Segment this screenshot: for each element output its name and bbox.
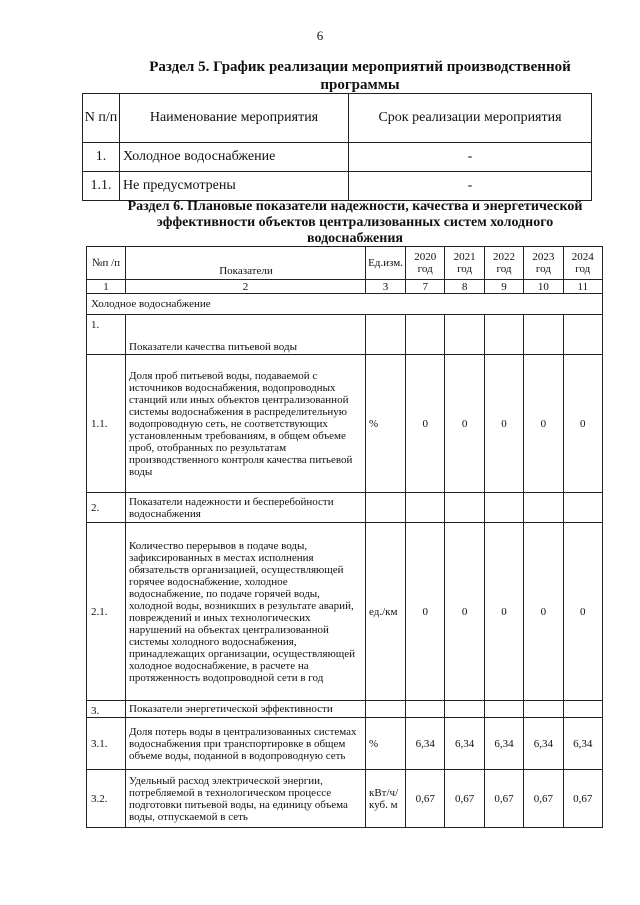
row-value: 0 xyxy=(563,355,602,493)
header-year: 2021 год xyxy=(445,247,484,280)
row-num: 3.1. xyxy=(87,718,126,770)
header-num: №п /п xyxy=(87,247,126,280)
table-row xyxy=(83,172,592,201)
row-value: 0 xyxy=(406,355,445,493)
table-row xyxy=(87,770,603,828)
row-unit xyxy=(366,493,406,523)
row-num: 1.1. xyxy=(87,355,126,493)
row-value xyxy=(563,315,602,355)
row-num: 3.2. xyxy=(87,770,126,828)
row-indicator: Показатели энергетической эффективности xyxy=(126,701,366,718)
header-num: N п/п xyxy=(83,94,120,143)
row-value xyxy=(484,701,523,718)
row-value xyxy=(445,315,484,355)
section5-table xyxy=(82,93,592,201)
table-row xyxy=(87,523,603,701)
row-value: 6,34 xyxy=(406,718,445,770)
row-value: 0 xyxy=(524,523,563,701)
col-number: 1 xyxy=(87,280,126,294)
row-value: 0 xyxy=(484,355,523,493)
header-term: Срок реализации мероприятия xyxy=(349,94,592,143)
page-number: 6 xyxy=(316,28,324,43)
table-header-row xyxy=(83,94,592,143)
table-row xyxy=(87,701,603,718)
col-number: 3 xyxy=(366,280,406,294)
row-unit: % xyxy=(366,355,406,493)
row-value xyxy=(406,701,445,718)
header-activity-name: Наименование мероприятия xyxy=(120,94,349,143)
row-value xyxy=(563,493,602,523)
row-value xyxy=(445,493,484,523)
row-value: 0 xyxy=(484,523,523,701)
row-value: 0,67 xyxy=(445,770,484,828)
header-indicator: Показатели xyxy=(126,247,366,280)
row-unit xyxy=(366,315,406,355)
row-value xyxy=(484,493,523,523)
col-number: 8 xyxy=(445,280,484,294)
row-num: 1. xyxy=(87,315,126,355)
table-row xyxy=(83,143,592,172)
table-header-row xyxy=(87,247,603,280)
row-value xyxy=(524,701,563,718)
header-unit: Ед.изм. xyxy=(366,247,406,280)
row-value: 0,67 xyxy=(484,770,523,828)
row-value: 0 xyxy=(445,355,484,493)
row-indicator: Показатели качества питьевой воды xyxy=(126,315,366,355)
group-row xyxy=(87,294,603,315)
section6-table xyxy=(86,246,603,828)
row-value: 0 xyxy=(406,523,445,701)
col-number: 2 xyxy=(126,280,366,294)
row-num: 2.1. xyxy=(87,523,126,701)
row-indicator: Доля проб питьевой воды, подаваемой с источников водоснабжения, водопроводных станций или иных объектов централизованной системы водоснабжения в распределительную водопроводную сеть, не соответствующих установленным требованиям, в общем объеме проб, отобранных по результатам производственного контроля качества питьевой воды xyxy=(126,355,366,493)
row-num: 2. xyxy=(87,493,126,523)
row-value: 0,67 xyxy=(406,770,445,828)
col-number: 9 xyxy=(484,280,523,294)
row-num: 1. xyxy=(83,143,120,172)
row-indicator: Показатели надежности и бесперебойности водоснабжения xyxy=(126,493,366,523)
header-year: 2023 год xyxy=(524,247,563,280)
row-value xyxy=(406,493,445,523)
col-number: 11 xyxy=(563,280,602,294)
row-value xyxy=(524,315,563,355)
col-number: 10 xyxy=(524,280,563,294)
row-value: 0 xyxy=(524,355,563,493)
row-value: 0 xyxy=(563,523,602,701)
header-year: 2024 год xyxy=(563,247,602,280)
table-row xyxy=(87,493,603,523)
row-indicator: Доля потерь воды в централизованных системах водоснабжения при транспортировке в общем объеме воды, поданной в водопроводную сеть xyxy=(126,718,366,770)
section5-title: Раздел 5. График реализации мероприятий производственной программы xyxy=(149,59,571,93)
group-label: Холодное водоснабжение xyxy=(87,294,603,315)
row-value: 6,34 xyxy=(563,718,602,770)
row-unit: % xyxy=(366,718,406,770)
row-value: 6,34 xyxy=(524,718,563,770)
row-indicator: Количество перерывов в подаче воды, зафиксированных в местах исполнения обязательств организацией, осуществляющей горячее водоснабжение, холодное водоснабжение, по подаче горячей воды, холодной воды, возникших в результате аварий, повреждений и иных технологических нарушений на объектах централизованной системы холодного водоснабжения, принадлежащих организации, осуществляющей холодное водоснабжение, в расчете на протяженность водопроводной сети в год xyxy=(126,523,366,701)
row-value: 0,67 xyxy=(563,770,602,828)
col-number: 7 xyxy=(406,280,445,294)
row-value xyxy=(406,315,445,355)
row-unit xyxy=(366,701,406,718)
row-term: - xyxy=(349,172,592,201)
column-numbers-row xyxy=(87,280,603,294)
row-num: 1.1. xyxy=(83,172,120,201)
row-value xyxy=(563,701,602,718)
row-unit: ед./км xyxy=(366,523,406,701)
row-value: 0 xyxy=(445,523,484,701)
row-name: Холодное водоснабжение xyxy=(120,143,349,172)
section6-title: Раздел 6. Плановые показатели надежности, качества и энергетической эффективности объектов централизованных систем холодного водоснабжения xyxy=(127,199,583,246)
row-value: 0,67 xyxy=(524,770,563,828)
header-year: 2022 год xyxy=(484,247,523,280)
header-year: 2020 год xyxy=(406,247,445,280)
row-value xyxy=(484,315,523,355)
row-name: Не предусмотрены xyxy=(120,172,349,201)
row-value: 6,34 xyxy=(445,718,484,770)
row-term: - xyxy=(349,143,592,172)
row-num: 3. xyxy=(87,701,126,718)
table-row xyxy=(87,718,603,770)
row-unit: кВт/ч/куб. м xyxy=(366,770,406,828)
row-value: 6,34 xyxy=(484,718,523,770)
row-value xyxy=(445,701,484,718)
row-indicator: Удельный расход электрической энергии, потребляемой в технологическом процессе подготовки питьевой воды, на единицу объема воды, отпускаемой в сеть xyxy=(126,770,366,828)
table-row xyxy=(87,355,603,493)
table-row xyxy=(87,315,603,355)
row-value xyxy=(524,493,563,523)
